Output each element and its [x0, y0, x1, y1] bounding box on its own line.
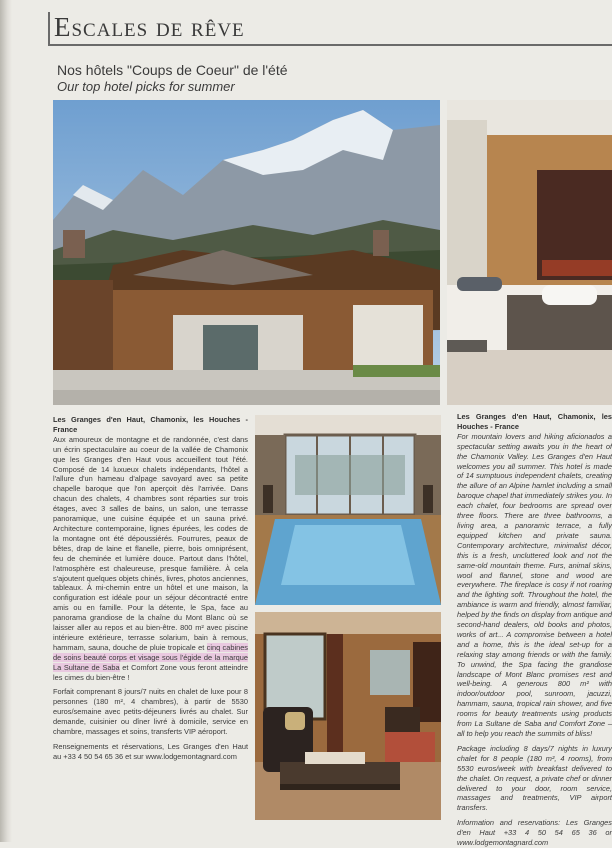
- article-english-package: Package including 8 days/7 nights in luxury chalet for 8 people (180 m², 4 rooms), from 5530 euros/week with breakfast delivered to the chalet. On request, a private chef or dinner delivered to your door, room service, massages and treatments, VIP airport transfers.: [457, 743, 612, 813]
- photo-lounge: [255, 612, 441, 820]
- article-french-body-end: et Comfort Zone vous feront atteindre les cimes du bien-être !: [53, 662, 248, 682]
- header-tick: [48, 12, 50, 46]
- article-english: [457, 412, 612, 848]
- article-french-title: Les Granges d'en Haut, Chamonix, les Houches - France: [53, 415, 248, 434]
- article-french-body: Aux amoureux de montagne et de randonnée, c'est dans un écrin spectaculaire au coeur de la vallée de Chamonix que les Granges d'en Haut vous accueillent tout l'été. Composé de 14 luxueux chalets indépendants, l'hôtel a l'allure d'un hameau d'alpage savoyard avec sa petite chapelle baroque que l'on aperçoit dès l'arrivée. Dans chacun des chalets, 4 chambres sont réparties sur trois étages, avec 3 salles de bains, un salon, une terrasse panoramique, une cuisine équipée et un sauna privé. Architecture contemporaine, lignes épurées, les codes de la montagne ont été dépoussiérés. Fourrures, peaux de bêtes, drap de laine et flanelle, pierre, bois omniprésent, feu de cheminée et lumière douce. Partout dans l'hôtel, l'atmosphère est chaleureuse, presque familière. À cela s'ajoutent quelques objets chinés, livres, photos anciennes, tableaux. À mi-chemin entre un hôtel et une maison, la configuration est idéale pour un séjour décontracté entre amis ou en famille. Pour la détente, le Spa, face au panorama grandiose de la chaîne du Mont Blanc où se laisser aller au repos et au bien-être. 800 m² avec piscine intérieure extérieure, terrasse solarium, bain à remous, hammam, sauna, douche de pluie tropicale et: [53, 434, 248, 652]
- article-french-contact: Renseignements et réservations, Les Granges d'en Haut au +33 4 50 54 65 36 et sur www.lodgemontagnard.com: [53, 742, 248, 761]
- subtitle-english: Our top hotel picks for summer: [57, 79, 235, 94]
- article-french-highlight: cinq cabines de soins beauté corps et visage sous l'égide de la marque La Sultane de Saba: [53, 642, 248, 672]
- article-french: [53, 415, 248, 830]
- photo-chalet-mountains: [53, 100, 440, 405]
- article-english-body: For mountain lovers and hiking aficionados a spectacular setting awaits you in the heart of the Chamonix Valley. Les Granges d'en Haut welcomes you all summer. This hotel is made of 14 sumptuous independent chalets, creating the allure of an Alpine hamlet including a small baroque chapel that immediately strikes you. In each chalet, four bedrooms are spread over three floors. There are three bathrooms, a living area, a panoramic terrace, a fully equipped kitchen and private sauna. Contemporary architecture, minimalist décor, this is a fresh, uncluttered look and not the same-old mountain theme. Furs, animal skins, wool and flannel, stone and wood are everywhere. The fireplace is cosy if not roaring and the lighting soft. Throughout the hotel, the ambiance is warm and friendly, almost familiar, helped by the finds on display from antique and second-hand dealers, old books and photos, works of art... A compromise between a hotel and a home, this is the ideal set-up for a relaxing stay among friends or with the family. To unwind, the Spa facing the grandiose landscape of Mont Blanc promises rest and well-being. A generous 800 m² with indoor/outdoor pool, sunroom, jacuzzi, hammam, sauna, tropical rain shower, and five rooms for beauty treatments using products from La Sultane de Saba and Comfort Zone – all to help you reach the summits of bliss!: [457, 431, 612, 738]
- header-rule: [48, 44, 612, 46]
- subtitle-french: Nos hôtels "Coups de Coeur" de l'été: [57, 62, 288, 78]
- photo-bedroom: [447, 100, 612, 405]
- article-english-title: Les Granges d'en Haut, Chamonix, les Houches - France: [457, 412, 612, 431]
- article-french-package: Forfait comprenant 8 jours/7 nuits en chalet de luxe pour 8 personnes (180 m², 4 chambres), à partir de 5530 euros/semaine avec petits-déjeuners livrés au chalet. Sur demande, cuisinier ou dîner livré à domicile, service en chambre, massages et soins, transferts VIP aéroport.: [53, 687, 248, 737]
- page-title: Escales de rêve: [54, 12, 245, 42]
- photo-indoor-pool: [255, 415, 441, 605]
- article-english-contact: Information and reservations: Les Granges d'en Haut +33 4 50 54 65 36 or www.lodgemontagnard.com: [457, 818, 612, 848]
- page-binding-shadow: [0, 0, 12, 842]
